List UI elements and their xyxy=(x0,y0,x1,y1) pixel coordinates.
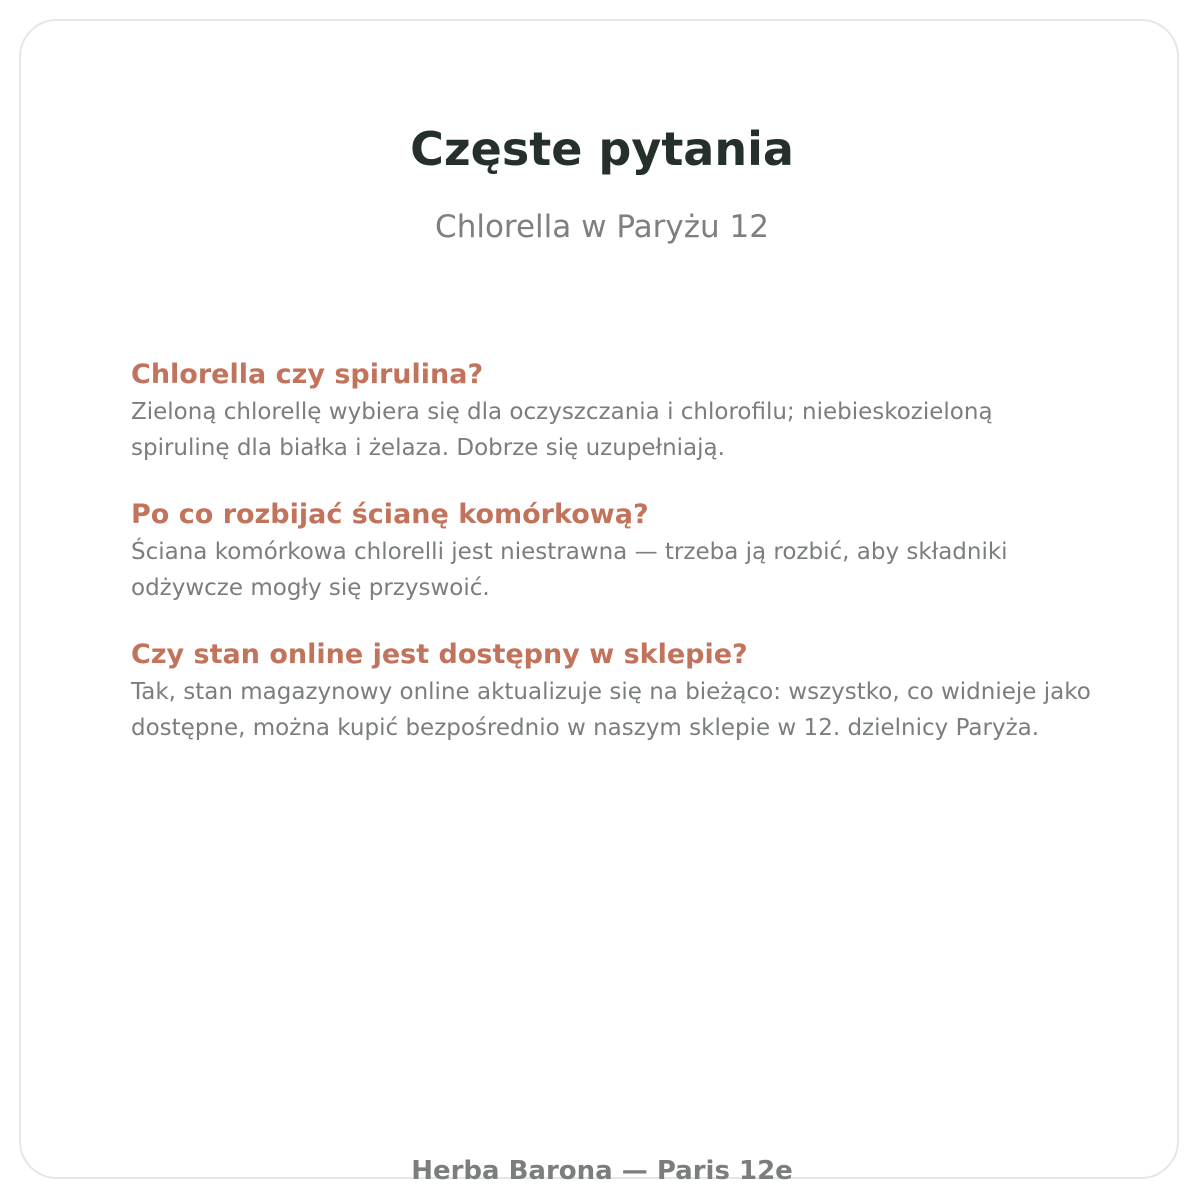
page-subtitle: Chlorella w Paryżu 12 xyxy=(435,209,769,245)
faq-question: Czy stan online jest dostępny w sklepie? xyxy=(131,639,748,670)
faq-list xyxy=(131,356,1091,776)
footer-store-name: Herba Barona — Paris 12e xyxy=(411,1156,793,1186)
faq-question: Chlorella czy spirulina? xyxy=(131,359,484,390)
faq-answer: Ściana komórkowa chlorelli jest niestrawna — trzeba ją rozbić, aby składniki odżywcze mogły się przyswoić. xyxy=(131,539,1008,601)
faq-item xyxy=(131,496,1091,606)
faq-card xyxy=(19,19,1179,1186)
faq-answer: Tak, stan magazynowy online aktualizuje się na bieżąco: wszystko, co widnieje jako dostępne, można kupić bezpośrednio w naszym sklepie w 12. dzielnicy Paryża. xyxy=(131,679,1091,741)
faq-answer: Zieloną chlorellę wybiera się dla oczyszczania i chlorofilu; niebieskozieloną spirulinę dla białka i żelaza. Dobrze się uzupełniają. xyxy=(131,399,993,461)
page-title: Częste pytania xyxy=(410,122,794,176)
faq-item xyxy=(131,356,1091,466)
faq-question: Po co rozbijać ścianę komórkową? xyxy=(131,499,649,530)
faq-item xyxy=(131,636,1091,746)
